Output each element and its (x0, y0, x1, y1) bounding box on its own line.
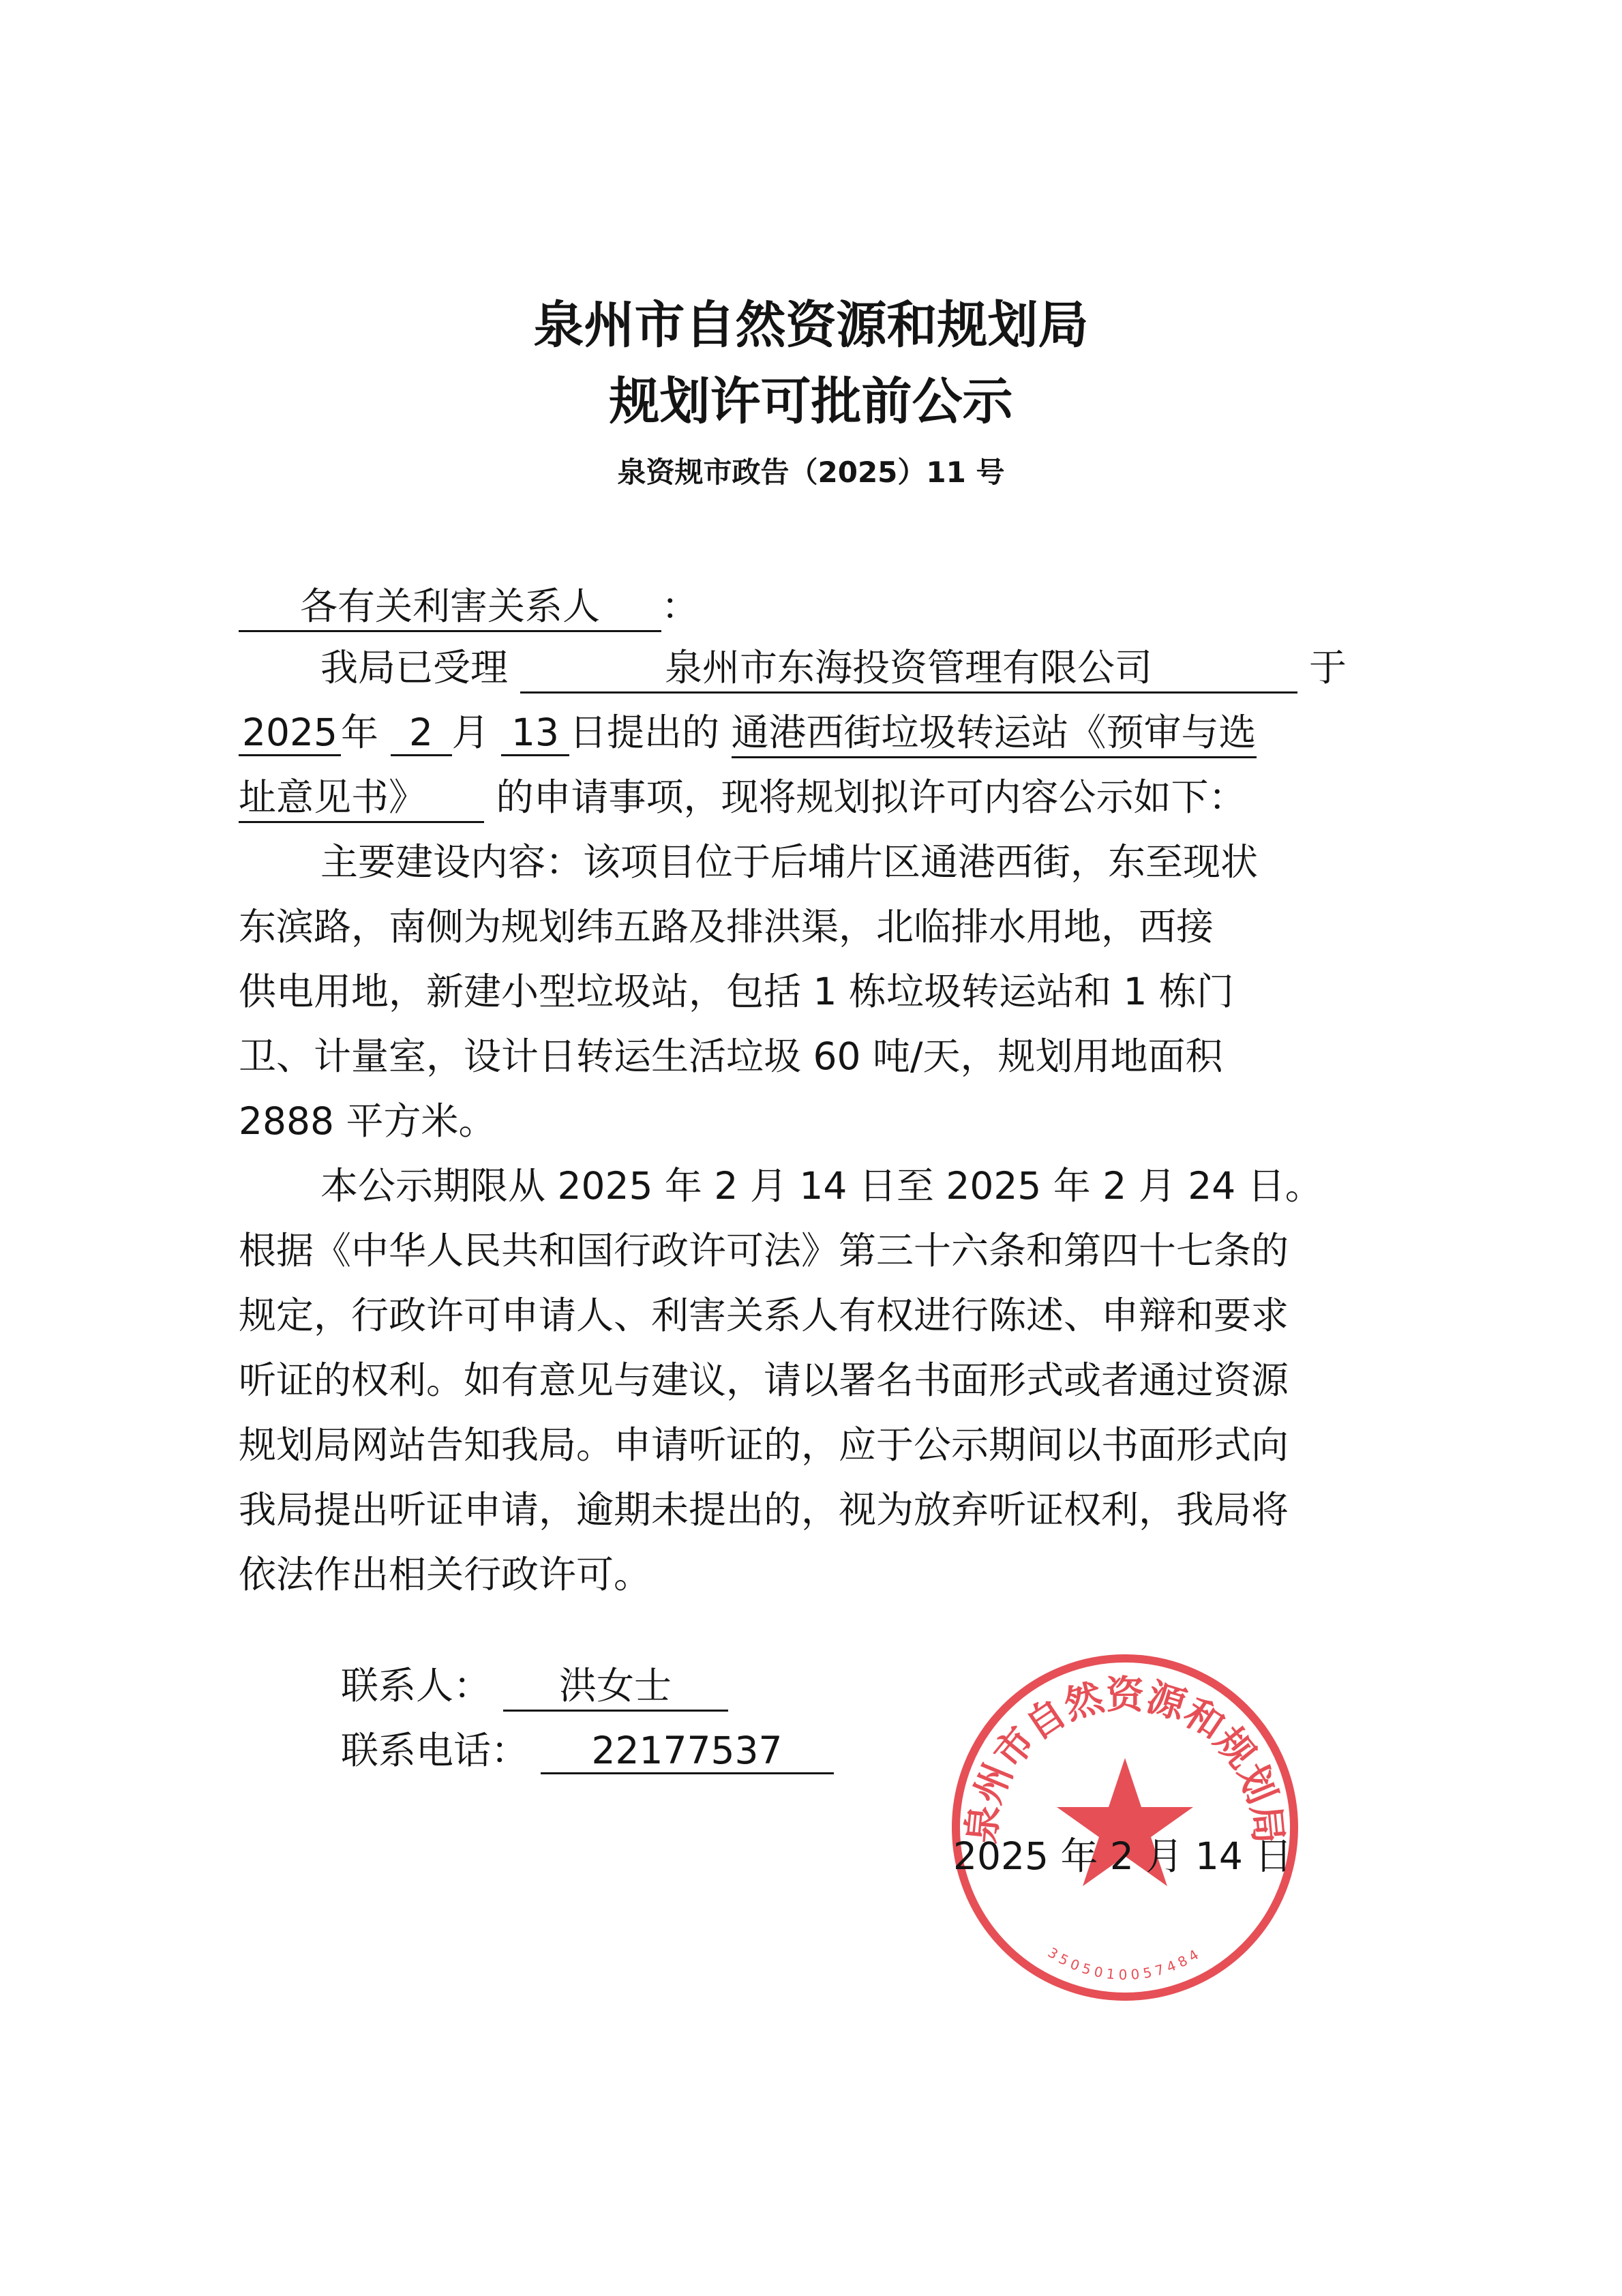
content-line: 主要建设内容：该项目位于后埔片区通港西街，东至现状 (320, 840, 1259, 884)
project-name-part1: 通港西街垃圾转运站《预审与选 (732, 702, 1257, 758)
application-year: 2025 (239, 711, 341, 756)
project-name-part2: 址意见书》 (239, 767, 484, 823)
addressee-colon: ： (661, 584, 700, 628)
org-title: 泉州市自然资源和规划局 (533, 296, 1089, 355)
content-line: 卫、计量室，设计日转运生活垃圾 60 吨/天，规划用地面积 (239, 1034, 1223, 1078)
period-line: 规划局网站告知我局。申请听证的，应于公示期间以书面形式向 (239, 1423, 1289, 1467)
application-line-1 (320, 638, 1347, 694)
period-line: 本公示期限从 2025 年 2 月 14 日至 2025 年 2 月 24 日。 (320, 1164, 1323, 1208)
contact-phone: 22177537 (541, 1729, 834, 1774)
period-line: 依法作出相关行政许可。 (239, 1553, 652, 1596)
content-line: 东滨路，南侧为规划纬五路及排洪渠，北临排水用地，西接 (239, 905, 1214, 949)
application-month: 2 (391, 711, 452, 756)
year-unit: 年 (341, 711, 379, 754)
contact-phone-label: 联系电话： (341, 1729, 529, 1772)
period-line: 根据《中华人民共和国行政许可法》第三十六条和第四十七条的 (239, 1229, 1289, 1272)
contact-person-label: 联系人： (341, 1664, 492, 1708)
content-line: 2888 平方米。 (239, 1099, 496, 1143)
period-line: 我局提出听证申请，逾期未提出的，视为放弃听证权利，我局将 (239, 1488, 1289, 1532)
addressee-line (239, 576, 699, 632)
application-closing: 的申请事项，现将规划拟许可内容公示如下： (496, 775, 1246, 819)
contact-phone-line (341, 1720, 834, 1774)
notice-date: 2025 年 2 月 14 日 (953, 1834, 1293, 1878)
application-at: 于 (1308, 646, 1347, 689)
application-line-3 (239, 767, 1246, 823)
applicant-name: 泉州市东海投资管理有限公司 (520, 638, 1297, 694)
application-line-2 (239, 702, 1257, 758)
addressee: 各有关利害关系人 (239, 576, 661, 632)
period-line: 规定，行政许可申请人、利害关系人有权进行陈述、申辩和要求 (239, 1294, 1289, 1337)
contact-person: 洪女士 (503, 1656, 728, 1712)
month-unit: 月 (451, 711, 490, 754)
application-intro: 我局已受理 (320, 646, 509, 689)
contact-person-line (341, 1656, 728, 1712)
notice-title: 规划许可批前公示 (609, 372, 1013, 431)
seal-text: 泉州市自然资源和规划局 (959, 1673, 1291, 1846)
day-tail: 日提出的 (569, 711, 720, 754)
seal-code: 3505010057484 (1045, 1943, 1205, 1983)
content-line: 供电用地，新建小型垃圾站，包括 1 栋垃圾转运站和 1 栋门 (239, 970, 1234, 1013)
doc-number: 泉资规市政告（2025）11 号 (617, 456, 1005, 489)
application-day: 13 (501, 711, 569, 756)
period-line: 听证的权利。如有意见与建议，请以署名书面形式或者通过资源 (239, 1358, 1289, 1402)
